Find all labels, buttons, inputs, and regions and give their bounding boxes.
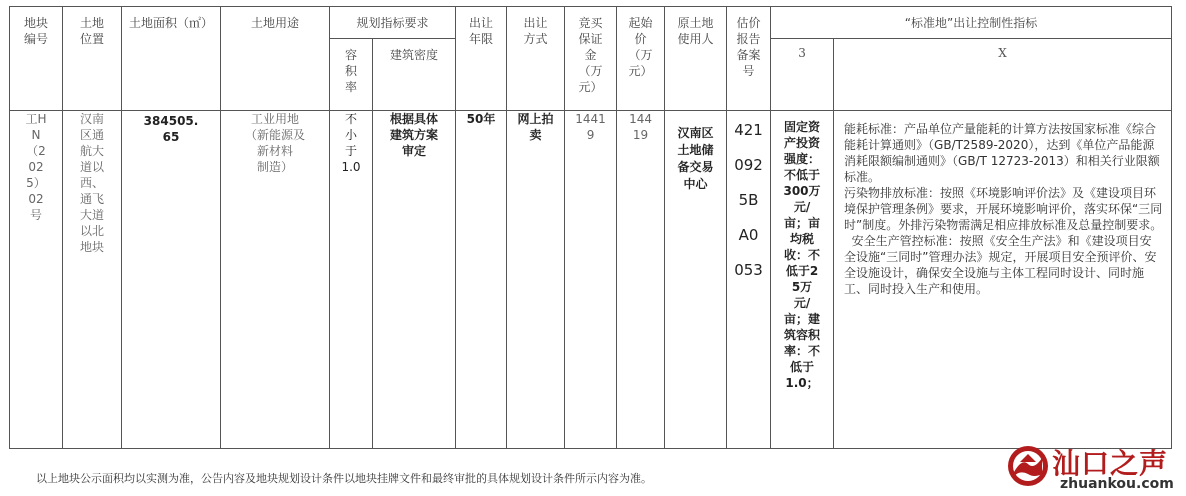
cell-line: 土地储 xyxy=(677,143,714,157)
standard-safety: 安全生产管控标准：按照《安全生产法》和《建设项目安全设施“三同时”管理办法》规定，开展项目安全预评价、安全设施设计，确保安全设施与主体工程同时设计、同时施工、同时投入生产和使用。 xyxy=(844,234,1157,296)
header-line: 竞买 xyxy=(578,16,603,30)
header-parcel-no xyxy=(10,7,63,111)
cell-line: 收：不 xyxy=(784,248,821,262)
cell-line: 卖 xyxy=(529,128,542,142)
cell-line: 亩；亩 xyxy=(784,216,821,230)
cell-line: 小 xyxy=(344,128,357,142)
cell-line: 制造） xyxy=(256,160,293,174)
header-col-3: 3 xyxy=(771,39,834,111)
header-line: 起始 xyxy=(628,16,653,30)
header-line: 保证 xyxy=(578,32,603,46)
cell-line: 1.0； xyxy=(785,376,819,390)
header-line: 备案 xyxy=(736,48,761,62)
cell-line: 审定 xyxy=(402,144,427,158)
cell-line: 备交易 xyxy=(677,160,714,174)
header-line: （万 xyxy=(578,64,603,78)
cell-line: 不 xyxy=(344,112,357,126)
cell-line: 384505. xyxy=(143,114,199,128)
header-line: 号 xyxy=(742,64,755,78)
header-line: 估价 xyxy=(736,16,761,30)
cell-line: 300万 xyxy=(783,184,821,198)
cell-line: 建筑方案 xyxy=(390,128,439,142)
header-line: 出让 xyxy=(469,16,494,30)
header-line: 方式 xyxy=(523,32,548,46)
header-line: 年限 xyxy=(469,32,494,46)
cell-line: 19 xyxy=(632,128,649,142)
logo-emblem-icon xyxy=(1006,444,1050,488)
header-line: 编号 xyxy=(23,32,48,46)
cell-line: 产投资 xyxy=(784,136,821,150)
cell-line: 65 xyxy=(162,130,180,144)
cell-line: 工业用地 xyxy=(250,112,299,126)
header-line: 价 xyxy=(634,32,647,46)
cell-density xyxy=(373,111,456,449)
cell-location xyxy=(63,111,122,449)
header-line: 土地 xyxy=(79,16,104,30)
header-line: 报告 xyxy=(736,32,761,46)
cell-line: A0 xyxy=(738,226,759,244)
cell-original-user xyxy=(665,111,727,449)
cell-line: 元/ xyxy=(793,296,811,310)
cell-line: 根据具体 xyxy=(390,112,439,126)
cell-line: 航大 xyxy=(79,144,104,158)
cell-line: 02 xyxy=(28,192,44,206)
cell-far xyxy=(330,111,373,449)
cell-appraisal xyxy=(727,111,771,449)
cell-line: 以北 xyxy=(79,224,104,238)
header-line: 地块 xyxy=(23,16,48,30)
header-start-price xyxy=(617,7,665,111)
header-far xyxy=(330,39,373,111)
cell-line: 02 xyxy=(28,160,44,174)
cell-line: 工H xyxy=(25,112,47,126)
cell-line: 通飞 xyxy=(79,192,104,206)
header-usage: 土地用途 xyxy=(221,7,330,111)
cell-method xyxy=(507,111,565,449)
cell-line: N xyxy=(31,128,41,142)
header-line: 位置 xyxy=(79,32,104,46)
cell-line: 421 xyxy=(734,121,763,139)
cell-line: 强度： xyxy=(784,152,821,166)
cell-line: 1.0 xyxy=(341,160,361,174)
header-col-x: X xyxy=(834,39,1172,111)
header-line: 积 xyxy=(344,64,357,78)
cell-line: （新能源及 xyxy=(244,128,305,142)
cell-area xyxy=(122,111,221,449)
land-table xyxy=(9,6,1172,449)
header-line: 出让 xyxy=(523,16,548,30)
header-line: 原土地 xyxy=(677,16,714,30)
cell-parcel-no xyxy=(10,111,63,449)
cell-line: 地块 xyxy=(79,240,104,254)
header-line: 金 xyxy=(584,48,597,62)
footer-note: 以上地块公示面积均以实测为准，公告内容及地块规划设计条件以地块挂牌文件和最终审批的具体规划设计条件所示内容为准。 xyxy=(36,472,652,485)
standard-energy: 能耗标准：产品单位产量能耗的计算方法按国家标准《综合能耗计算通则》（GB/T2589-2020），达到《单位产品能源消耗限额编制通则》（GB/T 12723-2013）和相关行业限额标准。 xyxy=(844,122,1160,184)
cell-line: 低于2 xyxy=(785,264,819,278)
header-area: 土地面积（㎡） xyxy=(122,7,221,111)
header-line: 率 xyxy=(344,80,357,94)
cell-line: 亩；建 xyxy=(784,312,821,326)
cell-line: 144 xyxy=(629,112,652,126)
cell-line: 053 xyxy=(734,261,763,279)
header-density: 建筑密度 xyxy=(373,39,456,111)
cell-line: 5万 xyxy=(791,280,813,294)
cell-line: 1441 xyxy=(575,112,606,126)
cell-line: （2 xyxy=(26,144,46,158)
cell-line: 固定资 xyxy=(784,120,821,134)
cell-line: 西、 xyxy=(79,176,104,190)
cell-line: 092 xyxy=(734,156,763,174)
cell-line: 网上拍 xyxy=(517,112,554,126)
header-method xyxy=(507,7,565,111)
cell-line: 新材料 xyxy=(256,144,293,158)
standard-pollution: 污染物排放标准：按照《环境影响评价法》及《建设项目环境保护管理条例》要求，开展环境影响评价，落实环保“三同时”制度。外排污染物需满足相应排放标准及总量控制要求。 xyxy=(844,186,1163,232)
header-location xyxy=(63,7,122,111)
cell-line: 低于 xyxy=(790,360,815,374)
header-line: 元） xyxy=(578,80,603,94)
cell-line: 道以 xyxy=(79,160,104,174)
logo-url: zhuankou.com xyxy=(1060,476,1174,492)
cell-line: 筑容积 xyxy=(784,328,821,342)
cell-line: 9 xyxy=(586,128,595,142)
cell-fixed-investment xyxy=(771,111,834,449)
cell-line: 5） xyxy=(26,176,46,190)
header-deposit xyxy=(565,7,617,111)
cell-deposit xyxy=(565,111,617,449)
cell-line: 率：不 xyxy=(784,344,821,358)
cell-line: 于 xyxy=(344,144,357,158)
cell-term: 50年 xyxy=(456,111,507,449)
cell-line: 汉南 xyxy=(79,112,104,126)
site-logo[interactable] xyxy=(1000,440,1186,496)
cell-line: 区通 xyxy=(79,128,104,142)
header-line: 使用人 xyxy=(677,32,714,46)
cell-line: 号 xyxy=(29,208,42,222)
cell-line: 大道 xyxy=(79,208,104,222)
cell-start-price xyxy=(617,111,665,449)
cell-line: 元/ xyxy=(793,200,811,214)
cell-line: 均税 xyxy=(790,232,815,246)
cell-standards xyxy=(834,111,1172,449)
cell-line: 不低于 xyxy=(784,168,821,182)
header-original-user xyxy=(665,7,727,111)
header-control: “标准地”出让控制性指标 xyxy=(771,7,1172,39)
cell-line: 中心 xyxy=(683,177,708,191)
header-term xyxy=(456,7,507,111)
header-line: 元） xyxy=(628,64,653,78)
cell-usage xyxy=(221,111,330,449)
cell-line: 5B xyxy=(738,191,759,209)
header-line: 容 xyxy=(344,48,357,62)
header-planning: 规划指标要求 xyxy=(330,7,456,39)
cell-line: 汉南区 xyxy=(677,126,714,140)
header-line: （万 xyxy=(628,48,653,62)
header-appraisal xyxy=(727,7,771,111)
logo-text: 汕口之声 xyxy=(1052,447,1169,480)
